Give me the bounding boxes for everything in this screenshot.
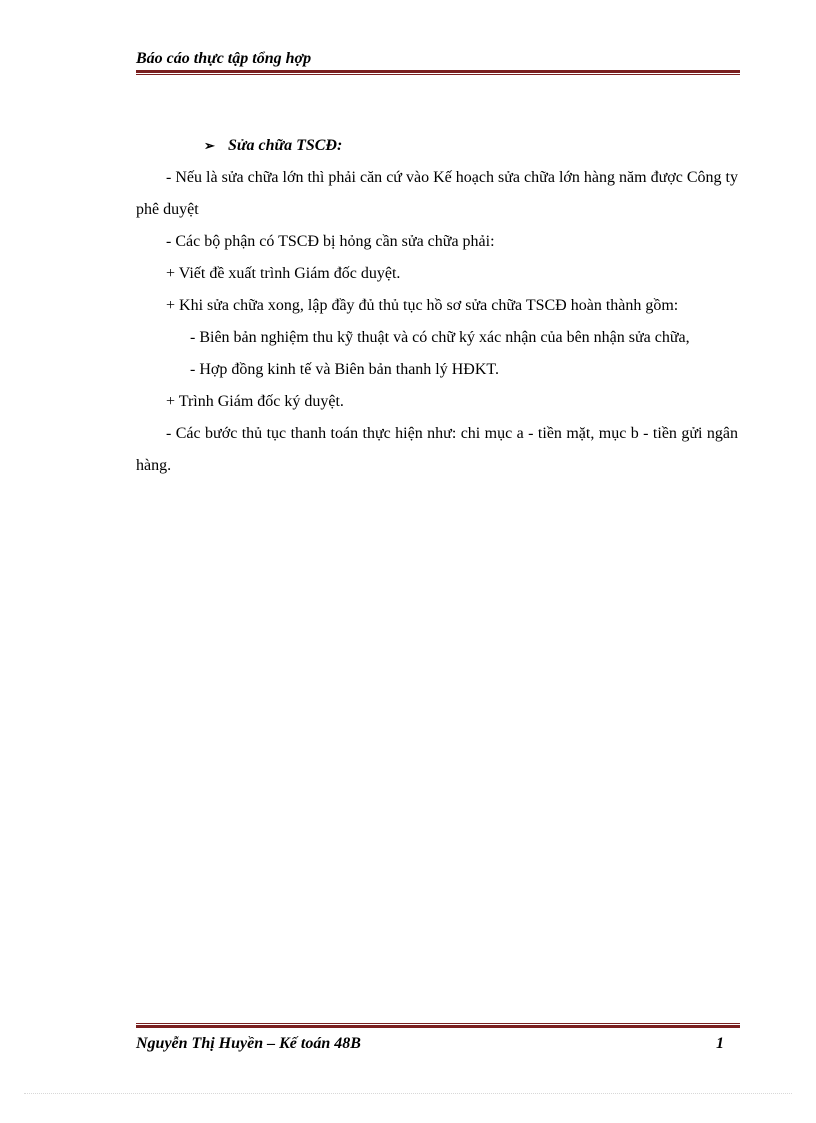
paragraph-6: - Hợp đồng kinh tế và Biên bản thanh lý HĐKT. (190, 361, 499, 378)
paragraph-3: + Viết đề xuất trình Giám đốc duyệt. (166, 265, 401, 282)
section-heading (136, 130, 738, 162)
paragraph-8: - Các bước thủ tục thanh toán thực hiện như: chi mục a - tiền mặt, mục b - tiền gửi ngân hàng. (136, 425, 738, 474)
footer-rule (136, 1023, 740, 1029)
header-rule (136, 70, 740, 76)
paragraph-2: - Các bộ phận có TSCĐ bị hỏng cần sửa chữa phải: (166, 233, 495, 250)
section-heading-text: Sửa chữa TSCĐ: (228, 137, 343, 154)
page-number: 1 (716, 1035, 724, 1052)
footer-author: Nguyễn Thị Huyền – Kế toán 48B (136, 1035, 361, 1052)
paragraph-7: + Trình Giám đốc ký duyệt. (166, 393, 344, 410)
header-title: Báo cáo thực tập tổng hợp (136, 50, 312, 67)
paragraph-4: + Khi sửa chữa xong, lập đầy đủ thủ tục hồ sơ sửa chữa TSCĐ hoàn thành gồm: (166, 297, 679, 314)
paragraph-1: - Nếu là sửa chữa lớn thì phải căn cứ vào Kế hoạch sửa chữa lớn hàng năm được Công ty phê duyệt (136, 169, 738, 218)
page-edge-divider (24, 1093, 792, 1094)
arrow-bullet-icon: ➢ (204, 138, 215, 153)
document-body (136, 130, 738, 482)
paragraph-5: - Biên bản nghiệm thu kỹ thuật và có chữ ký xác nhận của bên nhận sửa chữa, (190, 329, 690, 346)
